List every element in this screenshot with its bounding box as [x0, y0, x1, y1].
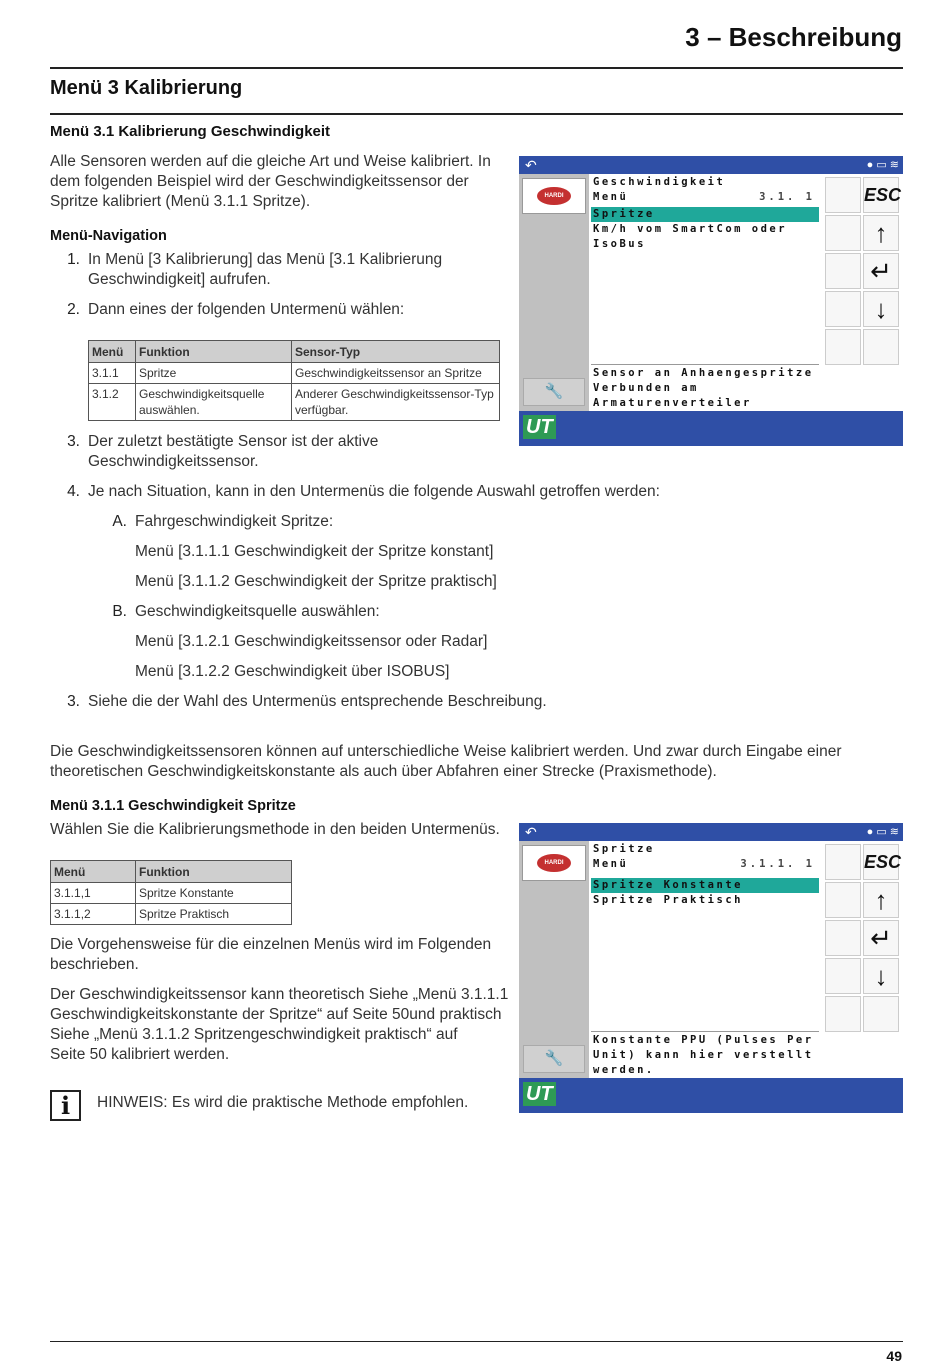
- empty-softkey[interactable]: [825, 844, 861, 880]
- menu-title: Spritze: [593, 843, 655, 855]
- info-text: Konstante PPU (Pulses Per: [593, 1034, 814, 1046]
- menu-title: Geschwindigkeit: [593, 176, 726, 188]
- intro-line: Alle Sensoren werden auf die gleiche Art und Weise kalibriert. In: [50, 153, 491, 170]
- step-text: Siehe die der Wahl des Untermenüs entsprechende Beschreibung.: [88, 693, 547, 710]
- empty-softkey[interactable]: [863, 329, 899, 365]
- terminal-screen-spritze-menu: [519, 823, 903, 1113]
- step-text: Geschwindigkeit] aufrufen.: [88, 271, 271, 288]
- table-cell: Geschwindigkeitssensor an Spritze: [292, 363, 500, 384]
- chapter-title: 3 – Beschreibung: [685, 22, 902, 52]
- step-5: [60, 692, 547, 712]
- wrench-icon[interactable]: 🔧: [523, 378, 585, 406]
- info-text: Unit) kann hier verstellt: [593, 1049, 814, 1061]
- page-number: 49: [886, 1348, 902, 1364]
- empty-softkey[interactable]: [825, 996, 861, 1032]
- back-arrow-icon[interactable]: ↶: [525, 824, 537, 840]
- screen-left-panel: [519, 841, 589, 1078]
- paragraph-line: Seite 50 kalibriert werden.: [50, 1046, 230, 1063]
- table-cell: 3.1.1: [89, 363, 136, 384]
- empty-softkey[interactable]: [825, 958, 861, 994]
- step-text: Geschwindigkeitssensor.: [88, 453, 259, 470]
- subsection-heading: Menü 3.1 Kalibrierung Geschwindigkeit: [50, 123, 331, 140]
- arrow-up-icon[interactable]: ↑: [863, 882, 899, 918]
- status-icons: ● ▭ ≋: [866, 826, 899, 838]
- paragraph-line: Geschwindigkeitskonstante der Spritze“ auf Seite 50und praktisch: [50, 1006, 502, 1023]
- table-row: [51, 883, 292, 904]
- table-cell: Geschwindigkeitsquelle auswählen.: [136, 384, 292, 421]
- step-text: Dann eines der folgenden Untermenü wählen:: [88, 301, 405, 318]
- step-number: 1.: [67, 251, 80, 268]
- table-cell: Anderer Geschwindigkeitssensor-Typ verfügbar.: [292, 384, 500, 421]
- sub-step-b: [107, 602, 380, 622]
- empty-softkey[interactable]: [825, 329, 861, 365]
- table-header: Funktion: [136, 861, 292, 883]
- enter-icon[interactable]: ↵: [863, 920, 899, 956]
- section-title: Menü 3 Kalibrierung: [50, 77, 243, 99]
- esc-button[interactable]: ESC: [863, 844, 899, 880]
- table-row: [89, 384, 500, 421]
- table-row: [51, 904, 292, 925]
- enter-icon[interactable]: ↵: [863, 253, 899, 289]
- step-text: Geschwindigkeitsquelle auswählen:: [135, 603, 380, 620]
- step-number: B.: [112, 603, 127, 620]
- screen-bottom-bar: [519, 411, 903, 446]
- table-header: Menü: [51, 861, 136, 883]
- info-text: werden.: [593, 1064, 655, 1076]
- info-text: Armaturenverteiler: [593, 397, 752, 409]
- info-text: Sensor an Anhaengespritze: [593, 367, 814, 379]
- menu-item-praktisch[interactable]: Spritze Praktisch: [593, 894, 743, 906]
- footer-rule: [50, 1341, 903, 1342]
- paragraph-line: Die Vorgehensweise für die einzelnen Menüs wird im Folgenden: [50, 936, 492, 953]
- hardi-logo: [522, 178, 586, 214]
- submenu-table: [88, 340, 500, 421]
- paragraph-line: Die Geschwindigkeitssensoren können auf unterschiedliche Weise kalibriert werden. Und zwar durch Eingabe einer: [50, 743, 842, 760]
- table-cell: 3.1.1,2: [51, 904, 136, 925]
- step-4: [60, 482, 660, 502]
- intro-paragraph-2: Wählen Sie die Kalibrierungsmethode in den beiden Untermenüs.: [50, 821, 500, 838]
- status-icons: ● ▭ ≋: [866, 159, 899, 171]
- section-rule: [50, 113, 903, 115]
- submenu-item: Menü [3.1.2.1 Geschwindigkeitssensor oder Radar]: [135, 633, 488, 650]
- intro-line: Spritze kalibriert (Menü 3.1.1 Spritze).: [50, 193, 311, 210]
- step-text: Je nach Situation, kann in den Untermenüs die folgende Auswahl getroffen werden:: [88, 483, 660, 500]
- menu-label: Menü: [593, 858, 629, 870]
- table-header-row: [51, 861, 292, 883]
- submenu-item: Menü [3.1.2.2 Geschwindigkeit über ISOBUS]: [135, 663, 450, 680]
- empty-softkey[interactable]: [825, 920, 861, 956]
- submenu-item: Menü [3.1.1.2 Geschwindigkeit der Spritze praktisch]: [135, 573, 497, 590]
- table-cell: Spritze: [136, 363, 292, 384]
- paragraph-line: theoretischen Geschwindigkeitskonstante als auch über Abfahren einer Strecke (Praxismethode).: [50, 763, 717, 780]
- reference-paragraph: [50, 985, 508, 1065]
- paragraph-line: beschrieben.: [50, 956, 139, 973]
- step-text: Der zuletzt bestätigte Sensor ist der aktive: [88, 433, 379, 450]
- ut-logo-icon: UT: [523, 415, 556, 439]
- screen-button-panel: [821, 174, 903, 411]
- method-paragraph: [50, 742, 910, 782]
- logo-text: HARDI: [537, 854, 571, 872]
- arrow-down-icon[interactable]: ↓: [863, 291, 899, 327]
- screen-left-panel: [519, 174, 589, 411]
- screen-top-bar: [519, 156, 903, 174]
- menu-item-isobus[interactable]: IsoBus: [593, 238, 646, 250]
- menu-item-spritze[interactable]: Spritze: [593, 208, 655, 220]
- table-header: Menü: [89, 341, 136, 363]
- menu-number: 3.1.1. 1: [740, 858, 815, 870]
- procedure-paragraph: [50, 935, 491, 975]
- info-divider: [591, 1031, 819, 1032]
- empty-softkey[interactable]: [825, 291, 861, 327]
- empty-softkey[interactable]: [825, 253, 861, 289]
- step-number: 3.: [67, 433, 80, 450]
- navigation-heading: Menü-Navigation: [50, 228, 167, 244]
- step-text: Fahrgeschwindigkeit Spritze:: [135, 513, 334, 530]
- step-text: In Menü [3 Kalibrierung] das Menü [3.1 Kalibrierung: [88, 251, 443, 268]
- screen-bottom-bar: [519, 1078, 903, 1113]
- step-number: 4.: [67, 483, 80, 500]
- empty-softkey[interactable]: [863, 996, 899, 1032]
- logo-text: HARDI: [537, 187, 571, 205]
- table-row: [89, 363, 500, 384]
- arrow-down-icon[interactable]: ↓: [863, 958, 899, 994]
- menu-label: Menü: [593, 191, 629, 203]
- header-rule: [50, 67, 903, 69]
- step-3: [60, 432, 378, 472]
- empty-softkey[interactable]: [825, 177, 861, 213]
- empty-softkey[interactable]: [825, 215, 861, 251]
- screen-menu-area: [589, 841, 821, 1078]
- table-header: Funktion: [136, 341, 292, 363]
- table-cell: 3.1.1,1: [51, 883, 136, 904]
- table-header-row: [89, 341, 500, 363]
- screen-menu-area: [589, 174, 821, 411]
- back-arrow-icon[interactable]: ↶: [525, 157, 537, 173]
- subsection-heading-2: Menü 3.1.1 Geschwindigkeit Spritze: [50, 798, 296, 814]
- table-cell: Spritze Praktisch: [136, 904, 292, 925]
- method-table: [50, 860, 292, 925]
- terminal-screen-speed-menu: [519, 156, 903, 446]
- screen-top-bar: [519, 823, 903, 841]
- wrench-icon[interactable]: 🔧: [523, 1045, 585, 1073]
- info-icon: i: [50, 1090, 81, 1121]
- hardi-logo: [522, 845, 586, 881]
- arrow-up-icon[interactable]: ↑: [863, 215, 899, 251]
- table-cell: Spritze Konstante: [136, 883, 292, 904]
- step-number: 3.: [67, 693, 80, 710]
- ut-logo-icon: UT: [523, 1082, 556, 1106]
- menu-item-smartcom[interactable]: Km/h vom SmartCom oder: [593, 223, 788, 235]
- note-text: HINWEIS: Es wird die praktische Methode empfohlen.: [97, 1094, 469, 1111]
- paragraph-line: Siehe „Menü 3.1.1.2 Spritzengeschwindigkeit praktisch“ auf: [50, 1026, 458, 1043]
- info-text: Verbunden am: [593, 382, 699, 394]
- menu-number: 3.1. 1: [759, 191, 815, 203]
- submenu-item: Menü [3.1.1.1 Geschwindigkeit der Spritze konstant]: [135, 543, 494, 560]
- empty-softkey[interactable]: [825, 882, 861, 918]
- info-divider: [591, 364, 819, 365]
- sub-step-a: [107, 512, 333, 532]
- paragraph-line: Der Geschwindigkeitssensor kann theoretisch Siehe „Menü 3.1.1.1: [50, 986, 509, 1003]
- table-cell: 3.1.2: [89, 384, 136, 421]
- step-1: [60, 250, 442, 290]
- step-number: A.: [112, 513, 127, 530]
- esc-button[interactable]: ESC: [863, 177, 899, 213]
- menu-item-konstante[interactable]: Spritze Konstante: [593, 879, 743, 891]
- step-2: [60, 300, 404, 320]
- table-header: Sensor-Typ: [292, 341, 500, 363]
- step-number: 2.: [67, 301, 80, 318]
- screen-button-panel: [821, 841, 903, 1078]
- intro-paragraph: [50, 152, 491, 212]
- intro-line: dem folgenden Beispiel wird der Geschwindigkeitssensor der: [50, 173, 469, 190]
